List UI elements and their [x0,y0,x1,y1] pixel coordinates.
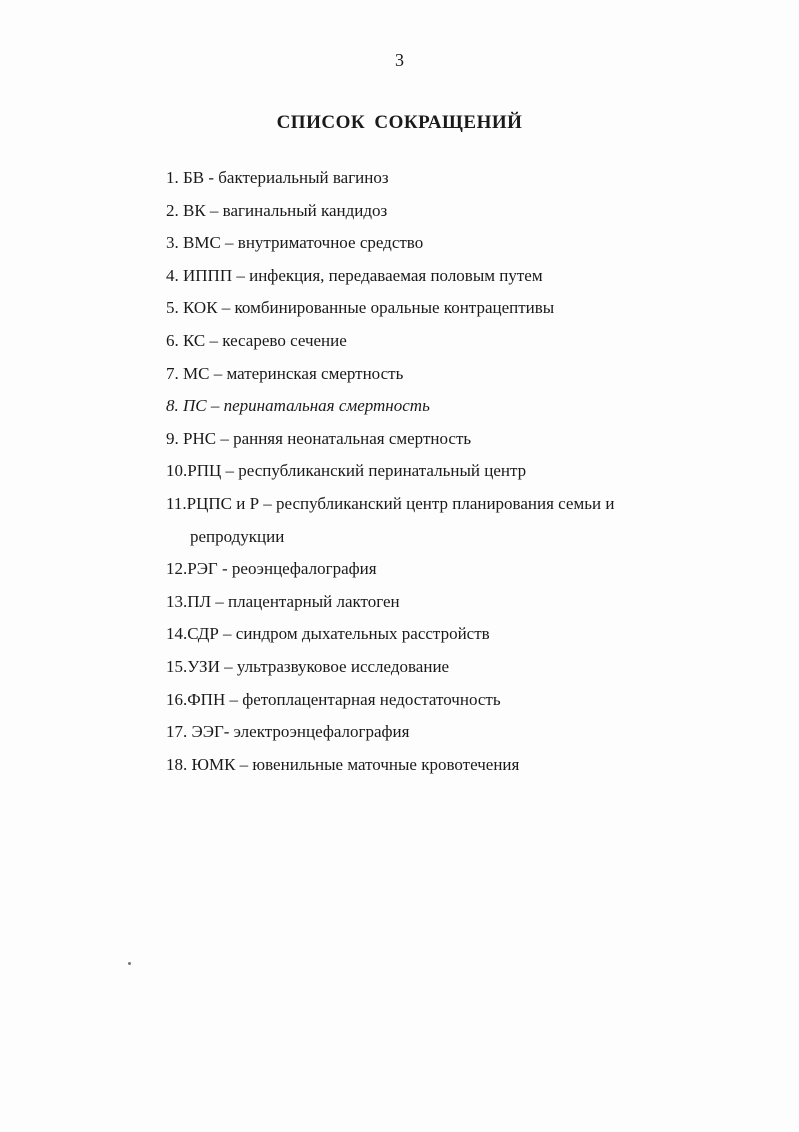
page-title: СПИСОК СОКРАЩЕНИЙ [276,112,523,133]
list-item: 10.РПЦ – республиканский перинатальный центр [166,461,527,481]
list-item: 12.РЭГ - реоэнцефалография [166,559,377,579]
list-item: 6. КС – кесарево сечение [166,330,347,350]
list-item: 18. ЮМК – ювенильные маточные кровотечения [166,754,520,774]
list-item-continuation: репродукции [190,526,285,546]
list-item: 3. ВМС – внутриматочное средство [166,233,424,253]
abbreviation-list [166,162,686,781]
list-item: 13.ПЛ – плацентарный лактоген [166,591,400,611]
list-item: 7. МС – материнская смертность [166,363,404,383]
page-number: 3 [395,50,404,70]
list-item: 1. БВ - бактериальный вагиноз [166,168,389,187]
list-item: 5. КОК – комбинированные оральные контрацептивы [166,298,555,318]
scan-speck [128,962,131,965]
list-item: 4. ИППП – инфекция, передаваемая половым путем [166,265,543,285]
list-item: 14.СДР – синдром дыхательных расстройств [166,624,490,644]
list-item: 9. РНС – ранняя неонатальная смертность [166,428,472,448]
list-item: 17. ЭЭГ- электроэнцефалография [166,722,410,742]
list-item: 15.УЗИ – ультразвуковое исследование [166,656,450,676]
list-item: 16.ФПН – фетоплацентарная недостаточность [166,689,501,709]
list-item: 8. ПС – перинатальная смертность [166,396,430,416]
list-item: 2. ВК – вагинальный кандидоз [166,200,388,220]
list-item: 11.РЦПС и Р – республиканский центр планирования семьи и [166,493,615,513]
